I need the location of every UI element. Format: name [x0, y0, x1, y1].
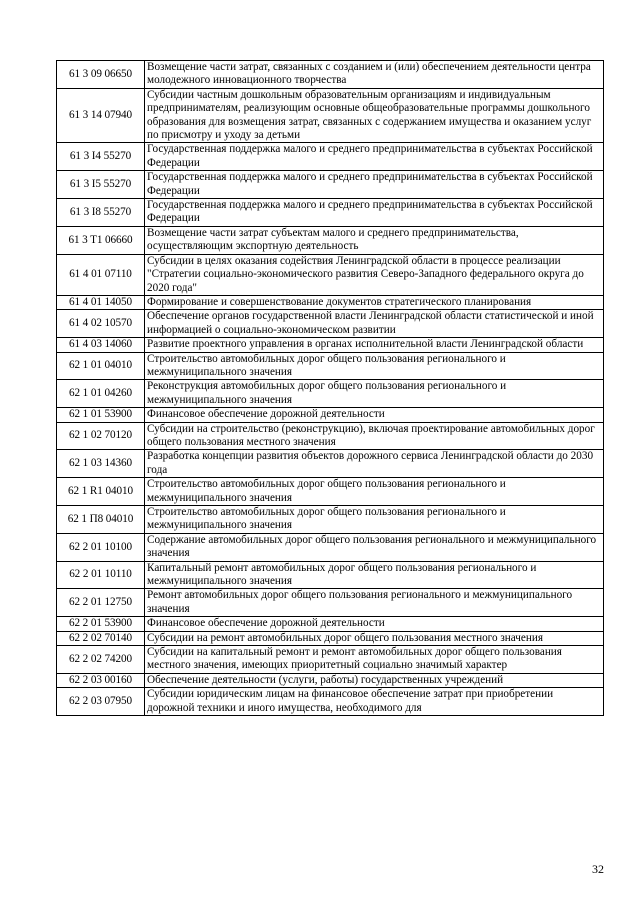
code-cell: 62 1 01 04260: [57, 380, 145, 408]
code-cell: 62 1 03 14360: [57, 450, 145, 478]
name-cell: Субсидии частным дошкольным образовательным организациям и индивидуальным предпринимателям, реализующим основные общеобразовательные программы дошкольного образования для возмещения затрат, связанных с содержанием имущества и оказанием услуг по присмотру и уходу за детьми: [145, 88, 604, 143]
code-cell: 61 4 03 14060: [57, 338, 145, 352]
table-row: [57, 61, 604, 89]
code-cell: 62 1 01 04010: [57, 352, 145, 380]
table-row: [57, 338, 604, 352]
table-row: [57, 143, 604, 171]
name-cell: Государственная поддержка малого и среднего предпринимательства в субъектах Российской Федерации: [145, 199, 604, 227]
code-cell: 62 2 03 00160: [57, 673, 145, 687]
name-cell: Субсидии на капитальный ремонт и ремонт автомобильных дорог общего пользования местного значения, имеющих приоритетный социально значимый характер: [145, 646, 604, 674]
name-cell: Разработка концепции развития объектов дорожного сервиса Ленинградской области до 2030 года: [145, 450, 604, 478]
code-cell: 62 1 01 53900: [57, 408, 145, 422]
name-cell: Субсидии в целях оказания содействия Ленинградской области в процессе реализации "Стратегии социально-экономического развития Северо-Западного федерального округа до 2020 года": [145, 254, 604, 295]
budget-codes-table: [56, 60, 604, 716]
name-cell: Субсидии на строительство (реконструкцию), включая проектирование автомобильных дорог общего пользования местного значения: [145, 422, 604, 450]
code-cell: 61 4 01 14050: [57, 295, 145, 309]
table-row: [57, 226, 604, 254]
code-cell: 62 2 01 10100: [57, 533, 145, 561]
table-row: [57, 589, 604, 617]
table-row: [57, 295, 604, 309]
code-cell: 61 3 T1 06660: [57, 226, 145, 254]
table-row: [57, 561, 604, 589]
code-cell: 62 2 01 10110: [57, 561, 145, 589]
table-row: [57, 617, 604, 631]
name-cell: Государственная поддержка малого и среднего предпринимательства в субъектах Российской Федерации: [145, 171, 604, 199]
table-row: [57, 506, 604, 534]
code-cell: 62 1 R1 04010: [57, 478, 145, 506]
code-cell: 62 1 02 70120: [57, 422, 145, 450]
table-row: [57, 254, 604, 295]
name-cell: Строительство автомобильных дорог общего пользования регионального и межмуниципального значения: [145, 506, 604, 534]
table-row: [57, 533, 604, 561]
table-row: [57, 422, 604, 450]
name-cell: Возмещение части затрат, связанных с созданием и (или) обеспечением деятельности центра молодежного инновационного творчества: [145, 61, 604, 89]
code-cell: 61 3 I4 55270: [57, 143, 145, 171]
name-cell: Ремонт автомобильных дорог общего пользования регионального и межмуниципального значения: [145, 589, 604, 617]
name-cell: Развитие проектного управления в органах исполнительной власти Ленинградской области: [145, 338, 604, 352]
table-row: [57, 352, 604, 380]
name-cell: Строительство автомобильных дорог общего пользования регионального и межмуниципального значения: [145, 478, 604, 506]
code-cell: 61 3 09 06650: [57, 61, 145, 89]
name-cell: Финансовое обеспечение дорожной деятельности: [145, 408, 604, 422]
name-cell: Строительство автомобильных дорог общего пользования регионального и межмуниципального значения: [145, 352, 604, 380]
table-row: [57, 450, 604, 478]
table-row: [57, 171, 604, 199]
code-cell: 62 2 01 53900: [57, 617, 145, 631]
table-row: [57, 88, 604, 143]
page-number: 32: [592, 862, 604, 876]
code-cell: 61 3 I5 55270: [57, 171, 145, 199]
name-cell: Формирование и совершенствование документов стратегического планирования: [145, 295, 604, 309]
code-cell: 62 2 02 70140: [57, 631, 145, 645]
code-cell: 61 4 02 10570: [57, 310, 145, 338]
table-row: [57, 380, 604, 408]
name-cell: Возмещение части затрат субъектам малого и среднего предпринимательства, осуществляющим экспортную деятельность: [145, 226, 604, 254]
table-row: [57, 673, 604, 687]
name-cell: Содержание автомобильных дорог общего пользования регионального и межмуниципального значения: [145, 533, 604, 561]
code-cell: 62 2 02 74200: [57, 646, 145, 674]
code-cell: 62 2 03 07950: [57, 688, 145, 716]
name-cell: Государственная поддержка малого и среднего предпринимательства в субъектах Российской Федерации: [145, 143, 604, 171]
name-cell: Субсидии юридическим лицам на финансовое обеспечение затрат при приобретении дорожной техники и иного имущества, необходимого для: [145, 688, 604, 716]
table-row: [57, 478, 604, 506]
name-cell: Обеспечение органов государственной власти Ленинградской области статистической и иной информацией о социально-экономическом развитии: [145, 310, 604, 338]
name-cell: Реконструкция автомобильных дорог общего пользования регионального и межмуниципального значения: [145, 380, 604, 408]
table-row: [57, 646, 604, 674]
code-cell: 62 2 01 12750: [57, 589, 145, 617]
table-row: [57, 688, 604, 716]
name-cell: Финансовое обеспечение дорожной деятельности: [145, 617, 604, 631]
table-row: [57, 310, 604, 338]
table-row: [57, 408, 604, 422]
table-body: [57, 61, 604, 716]
code-cell: 61 4 01 07110: [57, 254, 145, 295]
name-cell: Обеспечение деятельности (услуги, работы) государственных учреждений: [145, 673, 604, 687]
code-cell: 61 3 14 07940: [57, 88, 145, 143]
table-row: [57, 199, 604, 227]
code-cell: 62 1 П8 04010: [57, 506, 145, 534]
code-cell: 61 3 I8 55270: [57, 199, 145, 227]
name-cell: Субсидии на ремонт автомобильных дорог общего пользования местного значения: [145, 631, 604, 645]
table-row: [57, 631, 604, 645]
name-cell: Капитальный ремонт автомобильных дорог общего пользования регионального и межмуниципального значения: [145, 561, 604, 589]
